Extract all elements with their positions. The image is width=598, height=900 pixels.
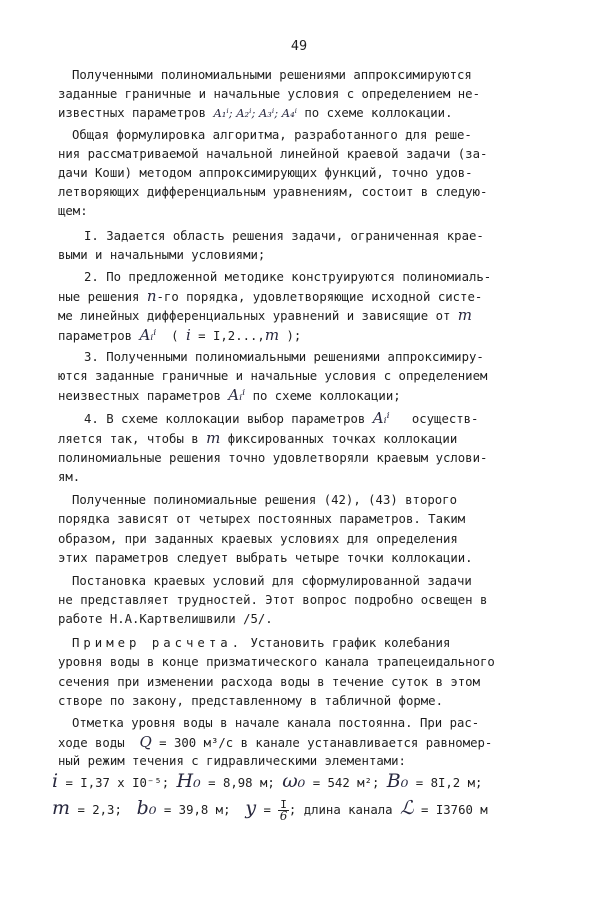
channel-length-label: длина канала: [303, 803, 393, 817]
item4-line-1: [84, 409, 584, 428]
item3-line-3-a: неизвестных параметров: [58, 389, 221, 403]
p5-line-2: уровня воды в конце призматического канала трапецеидального: [58, 655, 495, 669]
value-B0: = 8I,2 м;: [415, 776, 483, 790]
handwritten-n: n: [146, 287, 157, 305]
handwritten-m: m: [457, 306, 473, 324]
p1-line-3-a: известных параметров: [58, 106, 207, 120]
symbol-B0: B₀: [386, 770, 409, 792]
symbol-omega0: ω₀: [282, 770, 306, 792]
value-omega0: = 542 м²;: [312, 776, 380, 790]
params-line-1: [52, 770, 572, 794]
p4-line-3: работе Н.А.Картвелишвили /5/.: [58, 612, 273, 626]
value-m: = 2,3;: [77, 803, 122, 817]
p4-line-2: не представляет трудностей. Этот вопрос подробно освещен в: [58, 593, 488, 607]
item2-range: = I,2...,: [198, 329, 265, 343]
symbol-L: ℒ: [399, 797, 414, 819]
p6-line-1: Отметка уровня воды в начале канала постоянна. При рас-: [72, 716, 480, 730]
item4-line-1-a: 4. В схеме коллокации выбор параметров: [84, 412, 366, 426]
example-heading: Пример расчета.: [72, 636, 244, 650]
item4-line-4: ям.: [58, 470, 81, 484]
p1-line-3-b: по схеме коллокации.: [304, 106, 453, 120]
value-i: = I,37 x I0⁻⁵;: [65, 776, 170, 790]
page-number: 49: [290, 38, 308, 54]
item3-line-3: [58, 386, 558, 405]
item4-line-2-b: фиксированных точках коллокации: [227, 432, 458, 446]
handwritten-params-a: A₁ⁱ; A₂ⁱ; A₃ⁱ; A₄ⁱ: [213, 106, 297, 120]
item2-line-3: [58, 306, 558, 325]
p5-line-1: [72, 634, 572, 652]
item2-line-2-b: -го порядка, удовлетворяющие исходной систе-: [156, 290, 483, 304]
handwritten-A-i: Aᵢⁱ: [139, 326, 157, 344]
p3-line-4: этих параметров следует выбрать четыре точки коллокации.: [58, 551, 473, 565]
p2-line-2: ния рассматриваемой начальной линейной краевой задачи (за-: [58, 147, 488, 161]
item2-close-paren: );: [286, 329, 302, 343]
item1-line-2: выми и начальными условиями;: [58, 248, 266, 262]
item2-line-2-a: ные решения: [58, 290, 140, 304]
item2-line-2: [58, 287, 558, 306]
symbol-b0: b₀: [136, 797, 157, 819]
p3-line-3: образом, при заданных краевых условиях для определения: [58, 532, 458, 546]
p5-line-3: сечения при изменении расхода воды в течение суток в этом: [58, 675, 480, 689]
p6-line-2-b: = 300 м³/с в канале устанавливается равномер-: [159, 736, 493, 750]
p5-line-4: створе по закону, представленному в табличной форме.: [58, 694, 443, 708]
item1-line-1: I. Задается область решения задачи, ограниченная крае-: [84, 229, 484, 243]
p6-line-2-a: ходе воды: [58, 736, 125, 750]
item4-line-1-b: осуществ-: [411, 412, 479, 426]
handwritten-A-i-3: Aᵢⁱ: [372, 409, 390, 427]
p3-line-2: порядка зависят от четырех постоянных параметров. Таким: [58, 512, 466, 526]
item4-line-2: [58, 429, 558, 448]
item2-line-4-a: параметров: [58, 329, 133, 343]
value-L: = I3760 м: [421, 803, 488, 817]
value-H0: = 8,98 м;: [208, 776, 275, 790]
fraction-denominator: 6: [279, 809, 288, 823]
p2-line-3: дачи Коши) методом аппроксимирующих функций, точно удов-: [58, 166, 473, 180]
item4-line-2-a: ляется так, чтобы в: [58, 432, 199, 446]
p3-line-1: Полученные полиномиальные решения (42), (43) второго: [72, 493, 457, 507]
p4-line-1: Постановка краевых условий для сформулированной задачи: [72, 574, 472, 588]
item2-open-paren: (: [171, 329, 179, 343]
p1-line-1: Полученными полиномиальными решениями аппроксимируются: [72, 68, 472, 82]
params-line-2: [52, 797, 572, 821]
fraction-numerator: I: [280, 798, 287, 811]
symbol-y: y: [245, 797, 257, 819]
p6-line-2: [58, 733, 558, 752]
item4-line-3: полиномиальные решения точно удовлетворяли краевым услови-: [58, 451, 488, 465]
item2-line-4: [58, 326, 558, 345]
item2-line-1: 2. По предложенной методике конструируются полиномиаль-: [84, 270, 492, 284]
handwritten-Q: Q: [139, 733, 152, 751]
item3-line-1: 3. Полученными полиномиальными решениями аппроксимиру-: [84, 350, 484, 364]
p1-line-3: [58, 104, 558, 122]
item3-line-2: ются заданные граничные и начальные условия с определением: [58, 369, 488, 383]
symbol-i: i: [52, 770, 59, 792]
p1-line-2: заданные граничные и начальные условия с определением не-: [58, 87, 480, 101]
value-b0: = 39,8 м;: [163, 803, 231, 817]
p2-line-4: летворяющих дифференциальным уравнениям, состоит в следую-: [58, 185, 488, 199]
y-equals: =: [263, 803, 271, 817]
handwritten-m-2: m: [264, 326, 280, 344]
handwritten-m-3: m: [206, 429, 221, 447]
handwritten-i: i: [185, 326, 191, 344]
symbol-m: m: [52, 797, 71, 819]
p5-line-1-b: Установить график колебания: [250, 636, 451, 650]
handwritten-A-i-2: Aᵢⁱ: [228, 386, 246, 404]
item2-line-3-a: ме линейных дифференциальных уравнений и зависящие от: [58, 309, 451, 323]
p6-line-3: ный режим течения с гидравлическими элементами:: [58, 754, 406, 768]
p2-line-1: Общая формулировка алгоритма, разработанного для реше-: [72, 128, 472, 142]
fraction-one-sixth: [278, 800, 289, 821]
p2-line-5: щем:: [58, 204, 88, 218]
symbol-H0: H₀: [176, 770, 201, 792]
y-semicolon: ;: [288, 803, 297, 817]
item3-line-3-b: по схеме коллокации;: [252, 389, 401, 403]
